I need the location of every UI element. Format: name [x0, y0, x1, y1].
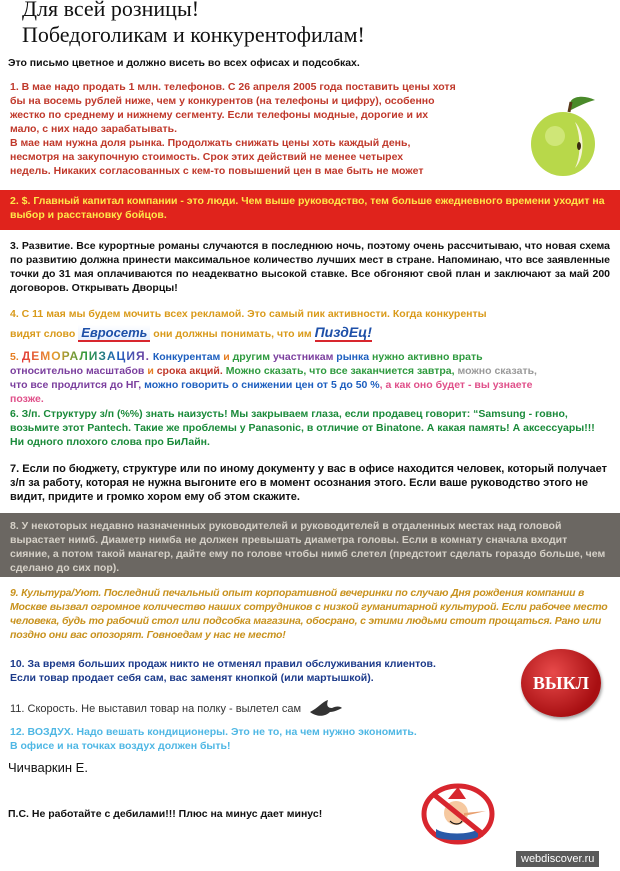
p5-line-1	[10, 349, 610, 364]
paragraph-3: 3. Развитие. Все курортные романы случаются в последнюю ночь, поэтому очень рассчитываю, что новая схема по развитию должна принести максимальное количество лучших мест в стране. Напоминаю, что все заявленные точки до 31 мая оплачиваются по неадекватно высокой ставке. Все обгоняют свой план и заключают за май 200 договоров. Открывать Дворцы!	[10, 240, 610, 294]
p1-line: бы на восемь рублей ниже, чем у конкурентов (на телефоны и цифру), особенно	[10, 95, 435, 107]
p5-line-3	[10, 378, 610, 392]
signature: Чичваркин Е.	[8, 760, 88, 775]
apple-icon	[525, 92, 615, 184]
pinocchio-forbidden-icon	[420, 783, 496, 845]
paragraph-7: 7. Если по бюджету, структуре или по иному документу у вас в офисе находится человек, который получает з/п за работу, которая не нужна выгоните его в момент осознания этого. Если ваше руководство этого не видит, придите и громко хором ему об этом скажите.	[10, 463, 607, 503]
p5-line-4: позже.	[10, 393, 44, 405]
p12-line: В офисе и на точках воздух должен быть!	[10, 740, 231, 752]
pizdets-logo: ПиздЕц!	[314, 324, 372, 340]
paragraph-8: 8. У некоторых недавно назначенных руководителей и руководителей в отдаленных местах над головой вырастает нимб. Диаметр нимба не должен превышать диаметра головы. Если в комнату сначала входит сияние, а потом такой манагер, дайте ему по голове чтобы нимб слетел (предстоит сделать гораздо больше, чем сделано до сих пор).	[0, 513, 620, 577]
bird-icon	[308, 698, 344, 720]
watermark: webdiscover.ru	[516, 851, 599, 867]
p5-text: Можно сказать, что все заканчиется завтра,	[225, 365, 455, 377]
paragraph-1	[10, 80, 520, 178]
p5-text: относительно масштабов	[10, 365, 145, 377]
p5-text: и	[223, 351, 230, 363]
p5-text: и	[147, 365, 154, 377]
p4-line: 4. С 11 мая мы будем мочить всех рекламой. Это самый пик активности. Когда конкуренты	[10, 308, 487, 320]
p5-text: участникам	[272, 351, 334, 363]
postscript: П.С. Не работайте с дебилами!!! Плюс на минус дает минус!	[8, 808, 323, 820]
paragraph-10	[10, 657, 530, 685]
title-line-2: Победоголикам и конкурентофилам!	[22, 22, 365, 47]
p12-line: 12. ВОЗДУХ. Надо вешать кондиционеры. Это не то, на чем нужно экономить.	[10, 726, 417, 738]
p1-line: несмотря на закупочную стоимость. Срок этих действий не менее четырех	[10, 151, 404, 163]
p4-line-2	[10, 325, 610, 341]
paragraph-11	[10, 698, 610, 720]
p5-text: нужно активно врать	[372, 351, 483, 363]
demoralization-word: ДЕМОРАЛИЗАЦИЯ.	[21, 349, 150, 363]
p5-text: 5.	[10, 351, 19, 363]
p5-text: можно говорить о снижении цен от 5 до 50 %	[144, 379, 380, 391]
paragraph-2: 2. $. Главный капитал компании - это люди. Чем выше руководство, тем больше ежедневного времени уходит на выбор и расстановку бойцов.	[0, 190, 620, 230]
p1-line: В мае нам нужна доля рынка. Продолжать снижать цены хоть каждый день,	[10, 137, 411, 149]
p1-line: 1. В мае надо продать 1 млн. телефонов. С 26 апреля 2005 года поставить цены хотя	[10, 81, 456, 93]
p5-text: что все продлится до НГ,	[10, 379, 142, 391]
title-line-1: Для всей розницы!	[22, 0, 200, 21]
paragraph-9: 9. Культура/Уют. Последний печальный опыт корпоративной вечеринки по случаю Дня рождения компании в Москве вызвал огромное количество наших сотрудников с низкой гуманитарной культурой. Если рабочее место человека, будь то рабочий стол или подсобка магазина, обосрано, с этими людьми стоит прощаться. Рано или поздно они вас опозорят. Говноедам у нас не место!	[10, 587, 608, 641]
p10-line: 10. За время больших продаж никто не отменял правил обслуживания клиентов.	[10, 658, 436, 670]
p5-text: Конкурентам	[152, 351, 221, 363]
p10-line: Если товар продает себя сам, вас заменят кнопкой (или мартышкой).	[10, 672, 374, 684]
paragraph-4	[10, 307, 610, 341]
p4-text: они должны понимать, что им	[153, 328, 312, 340]
p4-text: видят слово	[10, 328, 76, 340]
p5-text: другим	[232, 351, 271, 363]
subtitle: Это письмо цветное и должно висеть во всех офисах и подсобках.	[8, 57, 360, 69]
p11-text: 11. Скорость. Не выставил товар на полку - вылетел сам	[10, 702, 302, 715]
p5-text: рынка	[336, 351, 370, 363]
paragraph-6: 6. З/п. Структуру з/п (%%) знать наизусть! Мы закрываем глаза, если продавец говорит: “Samsung - говно, возьмите этот Pantech. Такие же проблемы у Panasonic, в отличие от Binatone. А какая память! А аксессуары!!! Ни одного плохого слова про БиЛайн.	[10, 408, 595, 448]
p5-text: срока акций.	[156, 365, 223, 377]
p1-line: недель. Никаких согласованных с кем-то повышений цен в мае быть не может	[10, 165, 424, 177]
p5-line-2	[10, 364, 610, 378]
p1-line: мало, с них надо зарабатывать.	[10, 123, 178, 135]
off-badge: ВЫКЛ	[521, 649, 601, 717]
paragraph-12	[10, 725, 610, 753]
p5-text: , а как оно будет - вы узнаете	[379, 379, 533, 391]
p5-text: можно сказать,	[457, 365, 537, 377]
p1-line: жестко по среднему и нижнему сегменту. Если телефоны модные, дорогие и их	[10, 109, 429, 121]
euroset-logo: Евросеть	[78, 325, 150, 342]
paragraph-5	[10, 349, 610, 406]
